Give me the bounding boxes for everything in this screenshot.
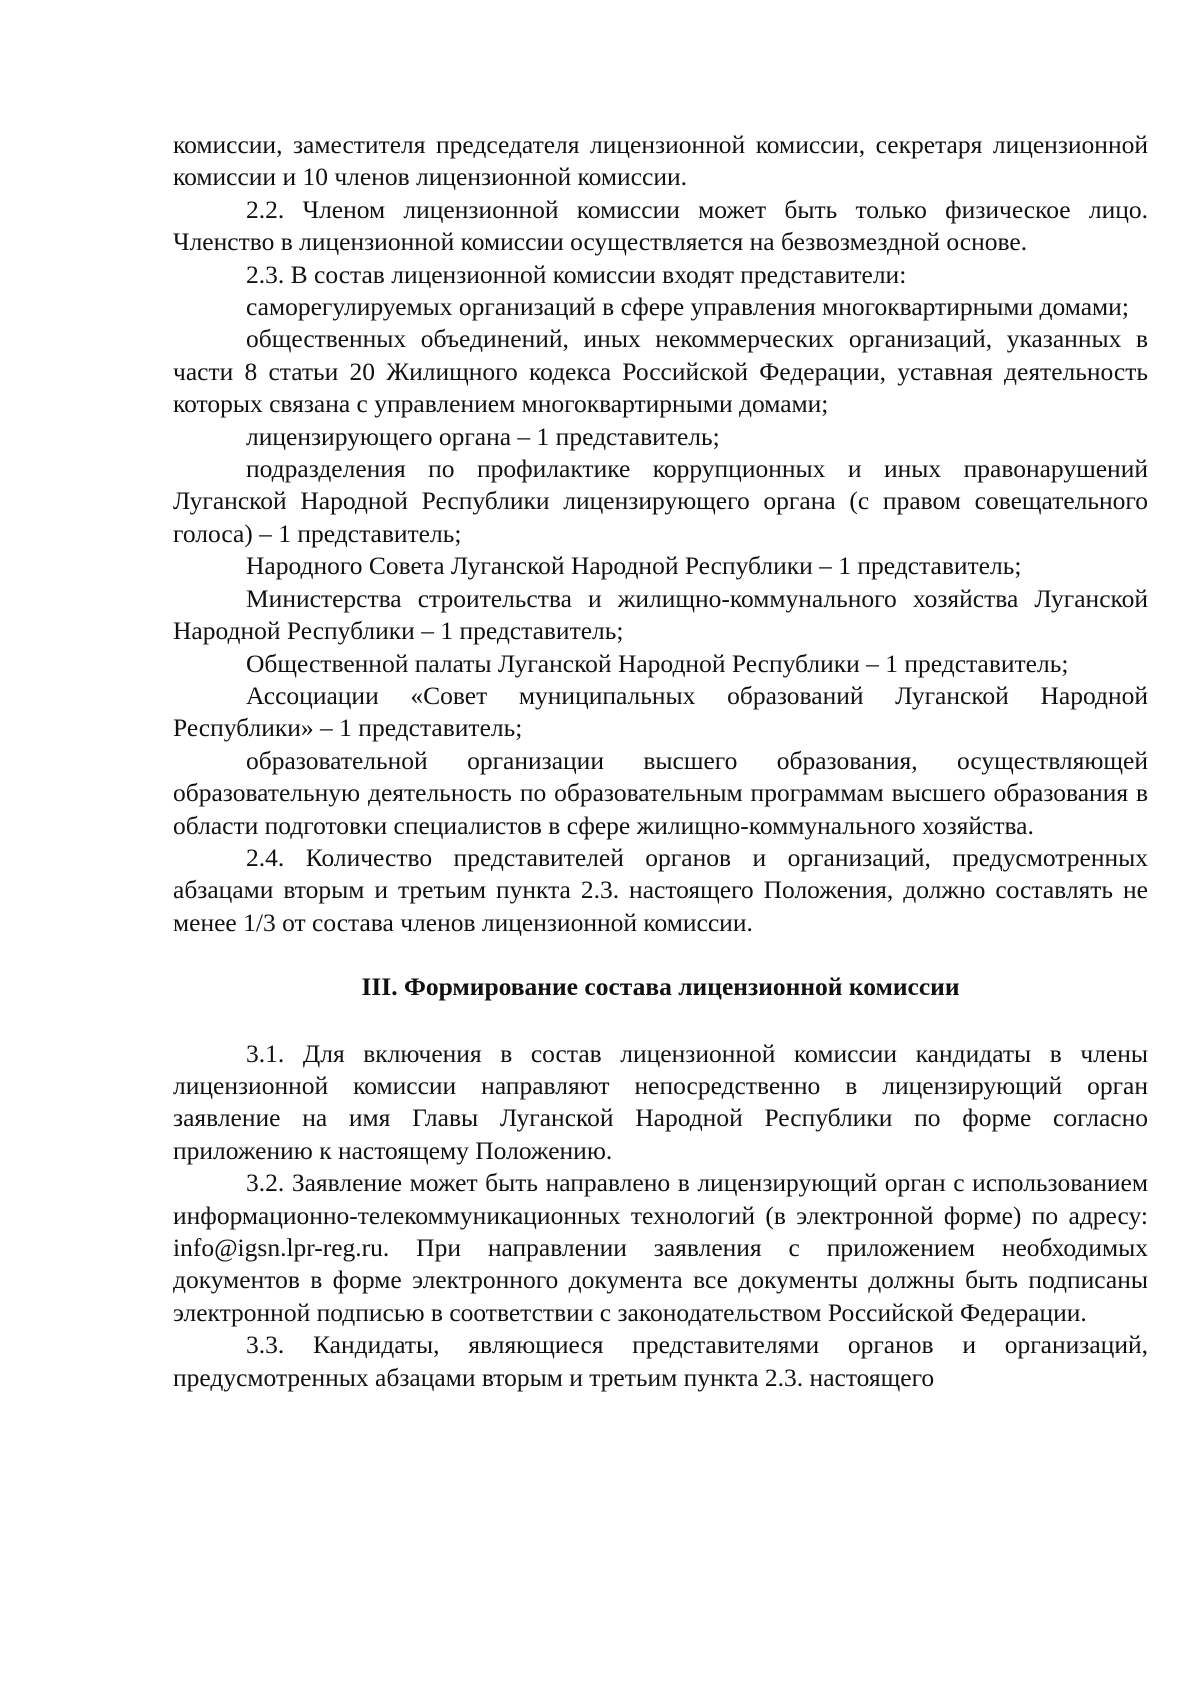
- paragraph: 3.1. Для включения в состав лицензионной комиссии кандидаты в члены лицензионной комиссии направляют непосредственно в лицензирующий орган заявление на имя Главы Луганской Народной Республики по форме согласно приложению к настоящему Положению.: [173, 1038, 1148, 1165]
- paragraph: 3.3. Кандидаты, являющиеся представителями органов и организаций, предусмотренных абзацами вторым и третьим пункта 2.3. настоящего: [173, 1330, 1148, 1392]
- paragraph: Министерства строительства и жилищно-коммунального хозяйства Луганской Народной Республики – 1 представитель;: [173, 583, 1148, 646]
- paragraph: Общественной палаты Луганской Народной Республики – 1 представитель;: [246, 648, 1069, 678]
- paragraph: Народного Совета Луганской Народной Республики – 1 представитель;: [246, 551, 1022, 581]
- section-heading: III. Формирование состава лицензионной комиссии: [361, 972, 960, 1002]
- paragraph: 2.4. Количество представителей органов и организаций, предусмотренных абзацами вторым и третьим пункта 2.3. настоящего Положения, должно составлять не менее 1/3 от состава членов лицензионной комиссии.: [173, 842, 1148, 937]
- paragraph: образовательной организации высшего образования, осуществляющей образовательную деятельность по образовательным программам высшего образования в области подготовки специалистов в сфере жилищно-коммунального хозяйства.: [173, 745, 1148, 840]
- paragraph: общественных объединений, иных некоммерческих организаций, указанных в части 8 статьи 20 Жилищного кодекса Российской Федерации, уставная деятельность которых связана с управлением многоквартирными домами;: [173, 324, 1148, 419]
- paragraph: 2.3. В состав лицензионной комиссии входят представители:: [246, 259, 907, 289]
- paragraph: комиссии, заместителя председателя лицензионной комиссии, секретаря лицензионной комиссии и 10 членов лицензионной комиссии.: [173, 130, 1148, 192]
- document-body: [173, 129, 1148, 1394]
- paragraph: 2.2. Членом лицензионной комиссии может быть только физическое лицо. Членство в лицензионной комиссии осуществляется на безвозмездной основе.: [173, 194, 1148, 257]
- paragraph: лицензирующего органа – 1 представитель;: [246, 421, 720, 451]
- paragraph: саморегулируемых организаций в сфере управления многоквартирными домами;: [246, 292, 1129, 322]
- paragraph: Ассоциации «Совет муниципальных образований Луганской Народной Республики» – 1 представитель;: [173, 680, 1148, 743]
- paragraph: подразделения по профилактике коррупционных и иных правонарушений Луганской Народной Республики лицензирующего органа (с правом совещательного голоса) – 1 представитель;: [173, 454, 1148, 548]
- paragraph: 3.2. Заявление может быть направлено в лицензирующий орган с использованием информационно-телекоммуникационных технологий (в электронной форме) по адресу: info@igsn.lpr-reg.ru. При направлении заявления с приложением необходимых документов в форме электронного документа все документы должны быть подписаны электронной подписью в соответствии с законодательством Российской Федерации.: [173, 1168, 1148, 1327]
